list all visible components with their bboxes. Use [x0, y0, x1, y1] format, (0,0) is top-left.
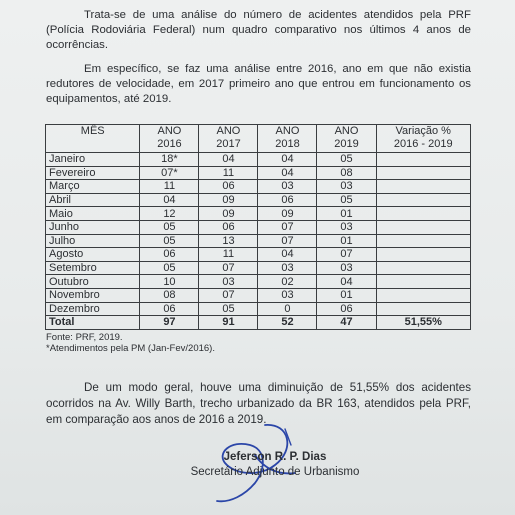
value-cell: 03	[317, 220, 376, 234]
variation-cell: 51,55%	[376, 316, 471, 330]
value-cell: 04	[140, 193, 199, 207]
conclusion-text: De um modo geral, houve uma diminuição de 51,55% dos acidentes ocorridos na Av. Willy Barth, trecho urbanizado da BR 163, atendidos pela PRF, em comparação aos anos de 2016 a 2019.	[46, 381, 471, 426]
value-cell: 12	[140, 207, 199, 221]
value-cell: 05	[140, 220, 199, 234]
table-row	[46, 275, 471, 289]
table-row	[46, 302, 471, 316]
value-cell: 97	[140, 316, 199, 330]
month-cell: Abril	[46, 193, 140, 207]
month-cell: Novembro	[46, 288, 140, 302]
value-cell: 09	[199, 207, 258, 221]
value-cell: 08	[317, 166, 376, 180]
variation-cell	[376, 166, 471, 180]
month-cell: Fevereiro	[46, 166, 140, 180]
value-cell: 04	[258, 166, 317, 180]
value-cell: 01	[317, 288, 376, 302]
intro-paragraph-1-text: Trata-se de uma análise do número de acidentes atendidos pela PRF (Polícia Rodoviária Federal) num quadro comparativo nos últimos 4 anos de ocorrências.	[46, 9, 471, 51]
value-cell: 18*	[140, 153, 199, 167]
variation-cell	[376, 207, 471, 221]
variation-cell	[376, 193, 471, 207]
value-cell: 04	[199, 153, 258, 167]
table-row	[46, 207, 471, 221]
value-cell: 0	[258, 302, 317, 316]
variation-cell	[376, 153, 471, 167]
variation-cell	[376, 261, 471, 275]
value-cell: 03	[258, 261, 317, 275]
total-row	[46, 316, 471, 330]
signatory-role: Secretário Adjunto de Urbanismo	[190, 466, 360, 478]
value-cell: 03	[258, 180, 317, 194]
value-cell: 09	[258, 207, 317, 221]
footnote: *Atendimentos pela PM (Jan-Fev/2016).	[46, 343, 215, 354]
table-row	[46, 193, 471, 207]
variation-cell	[376, 288, 471, 302]
value-cell: 07	[317, 248, 376, 262]
header-2016: ANO 2016	[140, 125, 199, 153]
value-cell: 08	[140, 288, 199, 302]
table-row	[46, 153, 471, 167]
value-cell: 03	[317, 180, 376, 194]
month-cell: Março	[46, 180, 140, 194]
value-cell: 06	[140, 302, 199, 316]
header-2018: ANO 2018	[258, 125, 317, 153]
value-cell: 01	[317, 234, 376, 248]
month-cell: Dezembro	[46, 302, 140, 316]
month-cell: Junho	[46, 220, 140, 234]
table-row	[46, 166, 471, 180]
intro-paragraph-2	[46, 62, 471, 107]
value-cell: 06	[258, 193, 317, 207]
month-cell: Janeiro	[46, 153, 140, 167]
header-2019: ANO 2019	[317, 125, 376, 153]
source-note: Fonte: PRF, 2019.	[46, 332, 123, 343]
value-cell: 10	[140, 275, 199, 289]
month-cell: Total	[46, 316, 140, 330]
value-cell: 03	[199, 275, 258, 289]
value-cell: 05	[199, 302, 258, 316]
month-cell: Outubro	[46, 275, 140, 289]
value-cell: 06	[317, 302, 376, 316]
variation-cell	[376, 234, 471, 248]
value-cell: 07	[199, 288, 258, 302]
value-cell: 05	[317, 153, 376, 167]
variation-cell	[376, 248, 471, 262]
month-cell: Julho	[46, 234, 140, 248]
value-cell: 03	[317, 261, 376, 275]
value-cell: 11	[199, 166, 258, 180]
value-cell: 07	[258, 234, 317, 248]
value-cell: 07	[199, 261, 258, 275]
value-cell: 13	[199, 234, 258, 248]
value-cell: 01	[317, 207, 376, 221]
table-notes	[46, 332, 215, 354]
month-cell: Maio	[46, 207, 140, 221]
value-cell: 09	[199, 193, 258, 207]
table-header-row	[46, 125, 471, 153]
variation-cell	[376, 180, 471, 194]
value-cell: 05	[140, 261, 199, 275]
value-cell: 11	[140, 180, 199, 194]
value-cell: 02	[258, 275, 317, 289]
table-row	[46, 220, 471, 234]
value-cell: 06	[140, 248, 199, 262]
value-cell: 07	[258, 220, 317, 234]
intro-paragraph-1	[46, 8, 471, 53]
intro-paragraph-2-text: Em específico, se faz uma análise entre 2016, ano em que não existia redutores de velocidade, em 2017 primeiro ano que entrou em funcionamento os equipamentos, até 2019.	[46, 63, 471, 105]
variation-cell	[376, 302, 471, 316]
month-cell: Agosto	[46, 248, 140, 262]
value-cell: 04	[258, 248, 317, 262]
signature-block	[160, 450, 390, 480]
table-row	[46, 180, 471, 194]
value-cell: 06	[199, 220, 258, 234]
signatory-name: Jeferson R. P. Dias	[223, 451, 327, 463]
header-variacao: Variação % 2016 - 2019	[376, 125, 471, 153]
header-mes: MÊS	[46, 125, 140, 153]
value-cell: 04	[317, 275, 376, 289]
value-cell: 52	[258, 316, 317, 330]
accidents-table	[45, 124, 471, 330]
table-row	[46, 234, 471, 248]
value-cell: 11	[199, 248, 258, 262]
variation-cell	[376, 220, 471, 234]
month-cell: Setembro	[46, 261, 140, 275]
value-cell: 04	[258, 153, 317, 167]
header-2017: ANO 2017	[199, 125, 258, 153]
value-cell: 06	[199, 180, 258, 194]
value-cell: 05	[140, 234, 199, 248]
table-row	[46, 261, 471, 275]
value-cell: 91	[199, 316, 258, 330]
value-cell: 05	[317, 193, 376, 207]
value-cell: 03	[258, 288, 317, 302]
value-cell: 47	[317, 316, 376, 330]
variation-cell	[376, 275, 471, 289]
table-row	[46, 288, 471, 302]
table-row	[46, 248, 471, 262]
value-cell: 07*	[140, 166, 199, 180]
